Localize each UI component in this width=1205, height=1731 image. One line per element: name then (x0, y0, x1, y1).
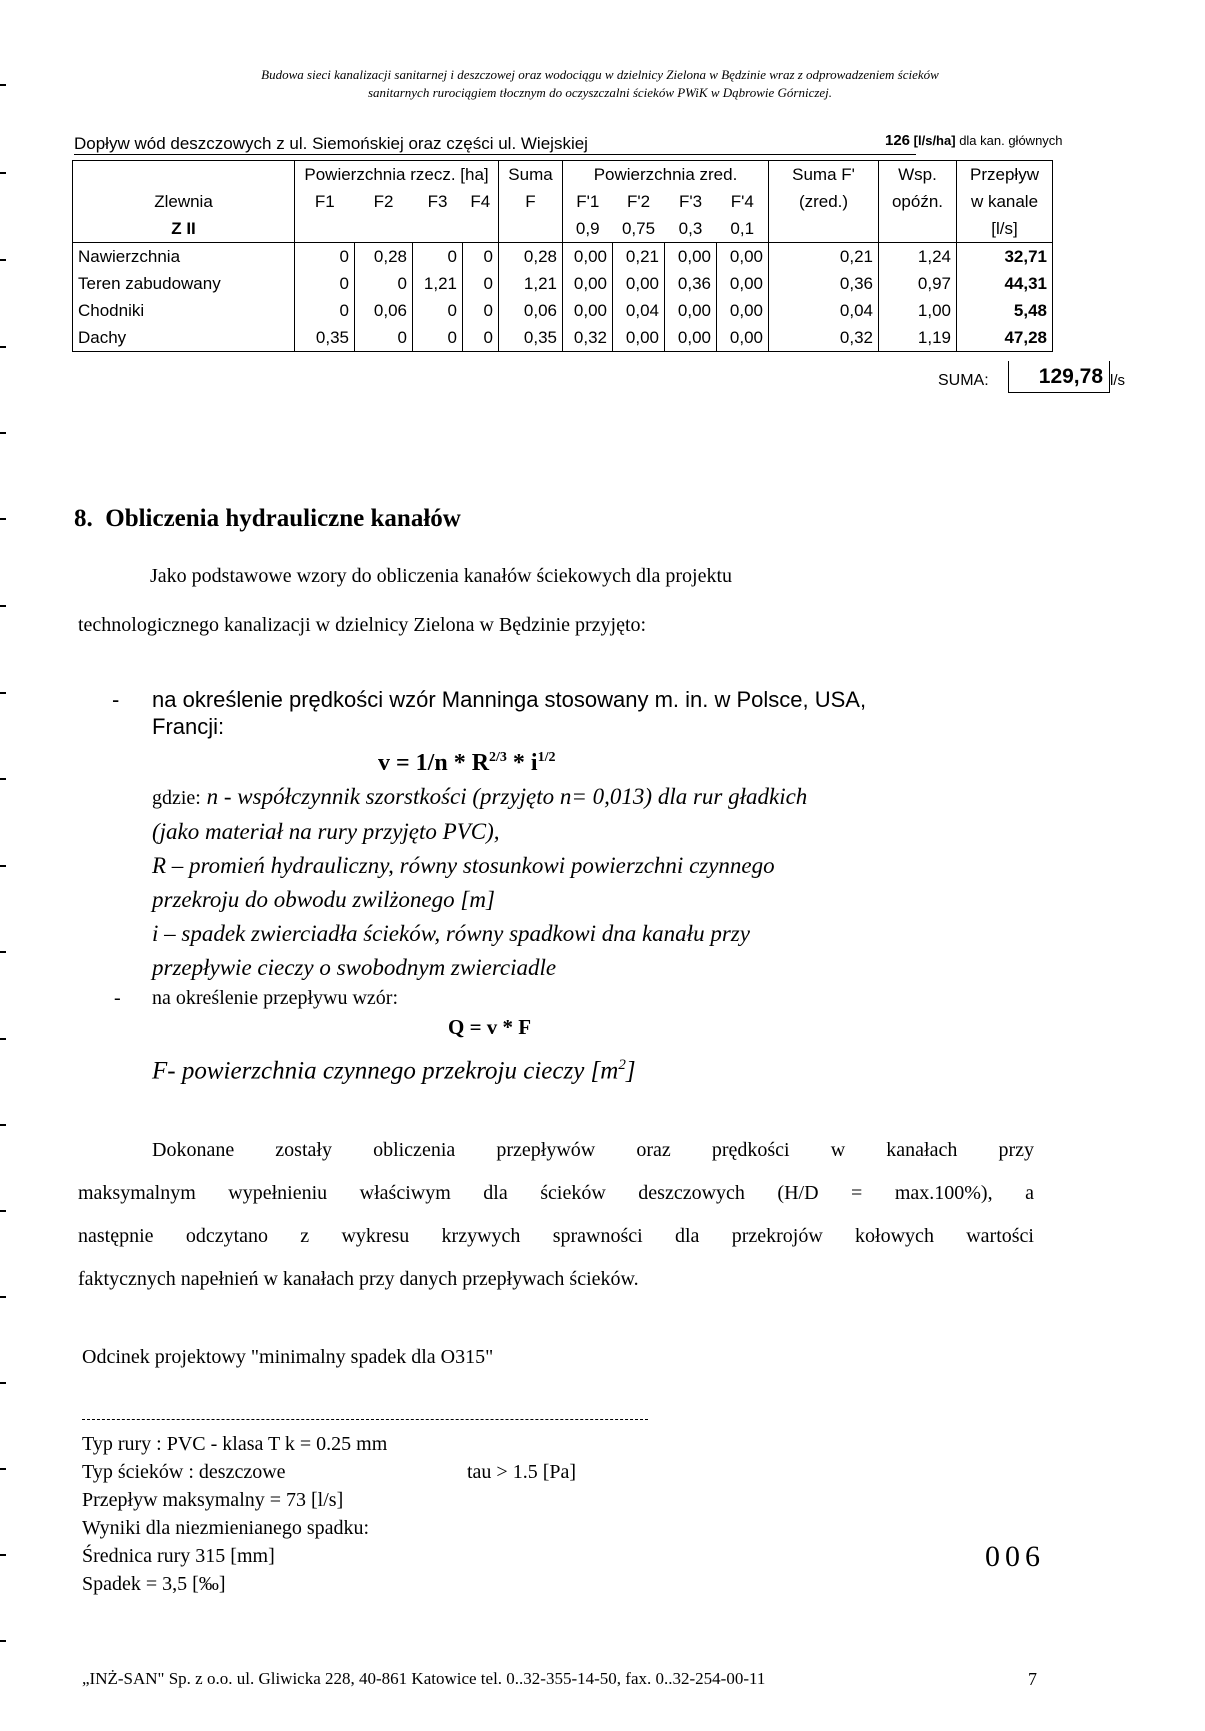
calc-spadek: Spadek = 3,5 [‰] (82, 1573, 226, 1595)
rate-value: 126 (885, 132, 911, 149)
rate-note: dla kan. głównych (959, 133, 1063, 148)
f-def-sup: 2 (618, 1057, 626, 1073)
expl-n-2: (jako materiał na rury przyjęto PVC), (152, 819, 500, 844)
coef-3: 0,3 (665, 215, 717, 243)
cell-fz1: 0,00 (563, 243, 613, 271)
coef-2: 0,75 (613, 215, 665, 243)
formula-exp-2: 1/2 (537, 750, 556, 765)
cell-wsp: 1,24 (879, 243, 957, 271)
cell-f4: 0 (463, 297, 499, 324)
cell-f2: 0,06 (355, 297, 413, 324)
cell-sumaz: 0,32 (769, 324, 879, 352)
body-paragraph (78, 1129, 1034, 1301)
header-line-1: Budowa sieci kanalizacji sanitarnej i deszczowej oraz wodociągu w dzielnicy Zielona w Będzinie wraz z odprowadzeniem ścieków (261, 67, 939, 82)
cell-fz1: 0,00 (563, 297, 613, 324)
suma-label: SUMA: (938, 372, 989, 389)
header-unit-ls: [l/s] (957, 215, 1053, 243)
cell-suma: 0,35 (499, 324, 563, 352)
flow-bullet: na określenie przepływu wzór: (152, 987, 399, 1009)
page-stamp: 006 (985, 1540, 1045, 1573)
formula-lhs: v = 1/n * R (378, 750, 490, 776)
cell-suma: 1,21 (499, 270, 563, 297)
section-title (74, 505, 461, 533)
section-number: 8. (74, 505, 93, 532)
f-definition (152, 1057, 636, 1085)
col-fz1: F'1 (576, 191, 600, 211)
cell-wsp: 0,97 (879, 270, 957, 297)
cell-f3: 0 (413, 324, 463, 352)
col-fz3: F'3 (678, 191, 703, 211)
header-przeplyw: Przepływ (957, 161, 1053, 189)
margin-mark (0, 778, 6, 780)
table-row (73, 297, 1053, 324)
f-def-close: ] (625, 1057, 636, 1085)
row-name: Chodniki (73, 297, 295, 324)
divider (82, 1419, 648, 1420)
page-number: 7 (1028, 1669, 1037, 1689)
body-line-2: maksymalnym wypełnieniu właściwym dla ścieków deszczowych (H/D = max.100%), a (78, 1182, 1034, 1204)
margin-mark (0, 432, 6, 434)
header-zlewnia: Zlewnia (73, 188, 295, 215)
margin-mark (0, 865, 6, 867)
cell-f4: 0 (463, 324, 499, 352)
cell-fz3: 0,00 (665, 243, 717, 271)
suma-value: 129,78 (1008, 361, 1110, 393)
table-row (73, 324, 1053, 352)
cell-f2: 0 (355, 324, 413, 352)
cell-f1: 0 (295, 243, 355, 271)
coef-4: 0,1 (717, 215, 769, 243)
bullet-dash: - (112, 687, 120, 712)
cell-fz4: 0,00 (717, 297, 769, 324)
header-pow-zred: Powierzchnia zred. (563, 161, 769, 189)
suma-unit: l/s (1110, 372, 1125, 389)
row-name: Teren zabudowany (73, 270, 295, 297)
cell-f1: 0 (295, 270, 355, 297)
body-line-3: następnie odczytano z wykresu krzywych sprawności dla przekrojów kołowych wartości (78, 1225, 1034, 1247)
margin-mark (0, 1210, 6, 1212)
expl-i-2: przepływie cieczy o swobodnym zwierciadle (152, 955, 557, 980)
cell-fz3: 0,36 (665, 270, 717, 297)
cell-f2: 0,28 (355, 243, 413, 271)
cell-sumaz: 0,04 (769, 297, 879, 324)
cell-fz4: 0,00 (717, 270, 769, 297)
manning-line-2: Francji: (152, 714, 225, 739)
col-f2: F2 (373, 191, 394, 211)
margin-mark (0, 1382, 6, 1384)
inflow-text: Dopływ wód deszczowych z ul. Siemońskiej oraz części ul. Wiejskiej (74, 134, 916, 155)
section-title-text: Obliczenia hydrauliczne kanałów (105, 505, 461, 532)
table-row (73, 243, 1053, 271)
cell-suma: 0,06 (499, 297, 563, 324)
margin-mark (0, 1124, 6, 1126)
cell-fz2: 0,21 (613, 243, 665, 271)
calc-srednica: Średnica rury 315 [mm] (82, 1545, 275, 1567)
cell-q: 32,71 (957, 243, 1053, 271)
footer-text: „INŻ-SAN" Sp. z o.o. ul. Gliwicka 228, 40-861 Katowice tel. 0..32-355-14-50, fax. 0..32-254-00-11 (82, 1669, 766, 1688)
cell-q: 47,28 (957, 324, 1053, 352)
cell-fz1: 0,00 (563, 270, 613, 297)
margin-mark (0, 172, 6, 174)
cell-q: 44,31 (957, 270, 1053, 297)
calc-typ-sciekow: Typ ścieków : deszczowe (82, 1461, 286, 1483)
margin-mark (0, 1468, 6, 1470)
col-suma-f: F (499, 188, 563, 215)
cell-suma: 0,28 (499, 243, 563, 271)
cell-f3: 0 (413, 243, 463, 271)
row-name: Dachy (73, 324, 295, 352)
header-zii: Z II (73, 215, 295, 243)
cell-fz3: 0,00 (665, 324, 717, 352)
margin-mark (0, 951, 6, 953)
manning-formula (378, 750, 555, 777)
margin-mark (0, 605, 6, 607)
body-line-1: Dokonane zostały obliczenia przepływów oraz prędkości w kanałach przy (152, 1139, 1034, 1161)
cell-f1: 0 (295, 297, 355, 324)
cell-fz4: 0,00 (717, 324, 769, 352)
cell-f2: 0 (355, 270, 413, 297)
col-f1: F1 (314, 191, 335, 211)
col-fz4: F'4 (717, 188, 769, 215)
manning-line-1: na określenie prędkości wzór Manninga stosowany m. in. w Polsce, USA, (152, 687, 867, 712)
margin-mark (0, 84, 6, 86)
cell-wsp: 1,19 (879, 324, 957, 352)
cell-fz2: 0,04 (613, 297, 665, 324)
calc-block (82, 1430, 576, 1598)
calc-wyniki: Wyniki dla niezmienianego spadku: (82, 1517, 370, 1539)
coef-1: 0,9 (563, 215, 613, 243)
margin-mark (0, 1296, 6, 1298)
margin-mark (0, 1640, 6, 1642)
cell-sumaz: 0,21 (769, 243, 879, 271)
margin-mark (0, 346, 6, 348)
expl-n-1: n - współczynnik szorstkości (przyjęto n= 0,013) dla rur gładkich (206, 784, 808, 809)
cell-fz2: 0,00 (613, 270, 665, 297)
table-row (73, 270, 1053, 297)
cell-fz3: 0,00 (665, 297, 717, 324)
catchment-table (72, 160, 1053, 352)
cell-f3: 0 (413, 297, 463, 324)
calc-typ-rury: Typ rury : PVC - klasa T k = 0.25 mm (82, 1433, 388, 1455)
document-header (90, 66, 1110, 102)
calc-title: Odcinek projektowy "minimalny spadek dla O315" (82, 1346, 494, 1368)
bullet-dash-2: - (114, 987, 121, 1009)
body-line-4: faktycznych napełnień w kanałach przy danych przepływach ścieków. (78, 1268, 639, 1290)
intro-line-1: Jako podstawowe wzory do obliczenia kanałów ściekowych dla projektu (150, 565, 733, 587)
col-f4: F4 (463, 188, 499, 215)
calc-przeplyw: Przepływ maksymalny = 73 [l/s] (82, 1489, 344, 1511)
margin-mark (0, 1554, 6, 1556)
formula-exp-1: 2/3 (489, 750, 507, 765)
header-suma-f: Suma F' (769, 161, 879, 189)
cell-fz1: 0,32 (563, 324, 613, 352)
cell-sumaz: 0,36 (769, 270, 879, 297)
header-opozn: opóźn. (879, 188, 957, 215)
cell-f1: 0,35 (295, 324, 355, 352)
cell-f4: 0 (463, 270, 499, 297)
cell-f4: 0 (463, 243, 499, 271)
margin-mark (0, 259, 6, 261)
margin-mark (0, 692, 6, 694)
margin-mark (0, 1038, 6, 1040)
header-line-2: sanitarnych rurociągiem tłocznym do oczyszczalni ścieków PWiK w Dąbrowie Górniczej. (367, 85, 833, 100)
cell-fz4: 0,00 (717, 243, 769, 271)
header-zred: (zred.) (769, 188, 879, 215)
cell-wsp: 1,00 (879, 297, 957, 324)
expl-i-1: i – spadek zwierciadła ścieków, równy spadkowi dna kanału przy (152, 921, 750, 946)
header-suma: Suma (499, 161, 563, 189)
cell-f3: 1,21 (413, 270, 463, 297)
intro-line-2: technologicznego kanalizacji w dzielnicy Zielona w Będzinie przyjęto: (78, 614, 647, 636)
header-wsp: Wsp. (879, 161, 957, 189)
inflow-rate (885, 132, 1063, 149)
formula-mid: * i (506, 750, 538, 776)
flow-formula: Q = v * F (448, 1015, 532, 1039)
formula-explanation (152, 780, 1052, 985)
cell-q: 5,48 (957, 297, 1053, 324)
f-def-text: F- powierzchnia czynnego przekroju cieczy [m (152, 1057, 619, 1085)
calc-tau: tau > 1.5 [Pa] (467, 1461, 577, 1483)
col-f3: F3 (427, 191, 448, 211)
expl-r-1: R – promień hydrauliczny, równy stosunkowi powierzchni czynnego (152, 853, 775, 878)
col-fz2: F'2 (626, 191, 651, 211)
margin-mark (0, 518, 6, 520)
header-pow-rzecz: Powierzchnia rzecz. [ha] (295, 161, 499, 189)
gdzie-label: gdzie: (152, 787, 201, 809)
expl-r-2: przekroju do obwodu zwilżonego [m] (152, 887, 495, 912)
cell-fz2: 0,00 (613, 324, 665, 352)
rate-unit: [l/s/ha] (913, 133, 956, 148)
header-w-kanale: w kanale (957, 188, 1053, 215)
row-name: Nawierzchnia (73, 243, 295, 271)
